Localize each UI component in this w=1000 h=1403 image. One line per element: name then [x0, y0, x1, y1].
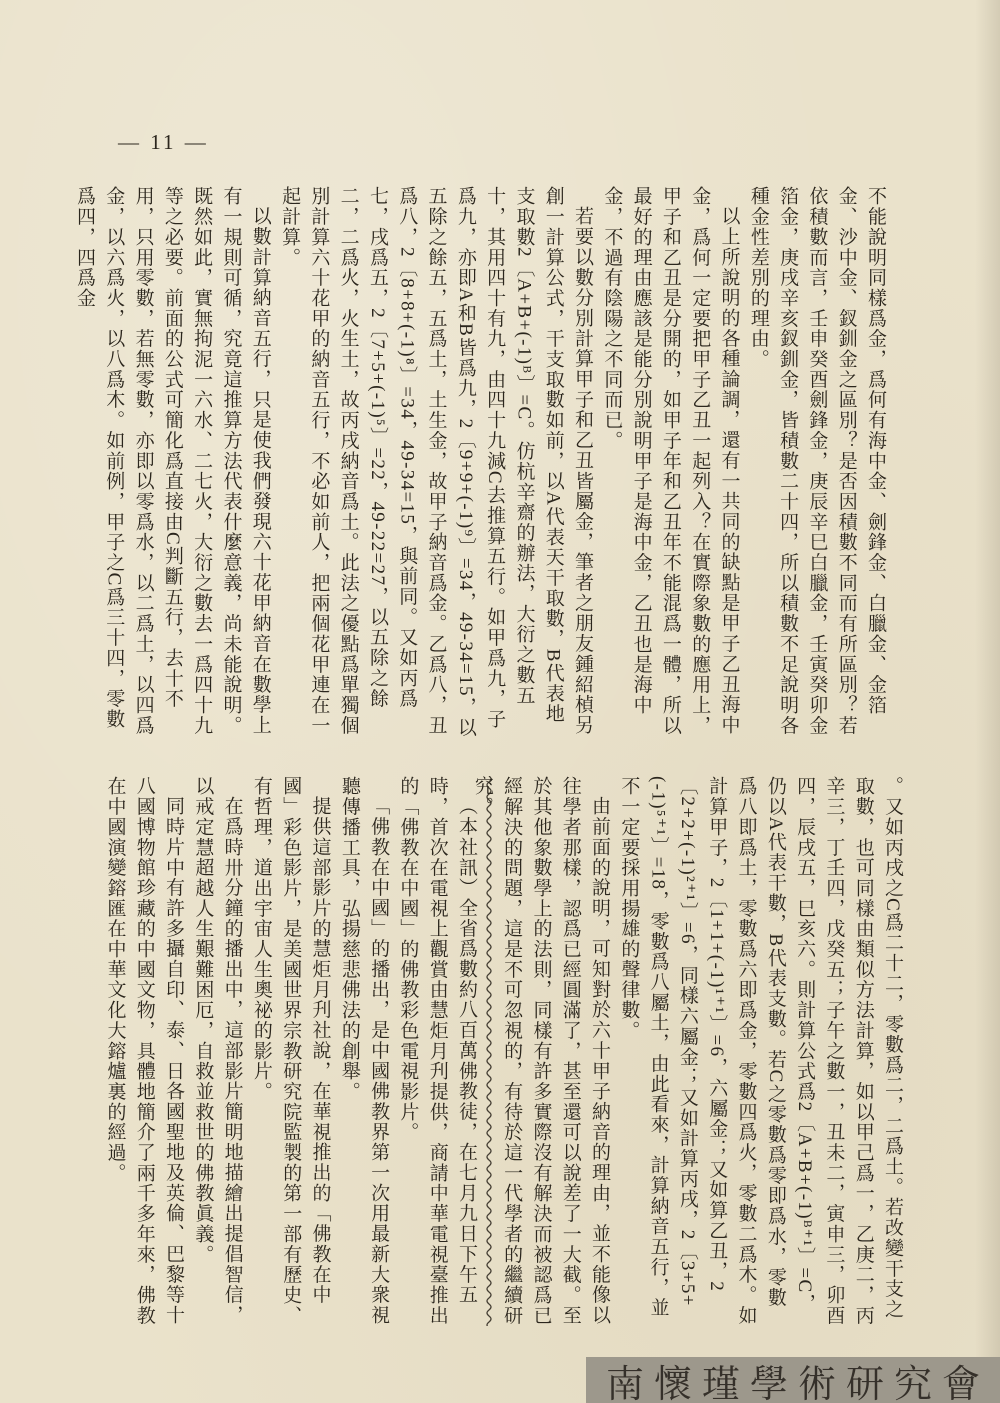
watermark [586, 1357, 1000, 1403]
page-number: — 11 — [118, 130, 209, 154]
paragraph: 以上所說明的各種論調，還有一共同的缺點是甲子乙丑海中金，爲何一定要把甲子乙丑一起列入？在實際象數的應用上，甲子和乙丑是分開的，如甲子年和乙丑年不能混爲一體，所以最好的理由應該是能分別說明甲子是海中金，乙丑也是海中金，不過有陰陽之不同而已。 [601, 186, 740, 736]
news-paragraph: 同時片中有許多攝自印、泰、日各國聖地及英倫、巴黎等十八國博物館珍藏的中國文物，具體地簡介了兩千多年來，佛教在中國演變鎔匯在中華文化大鎔爐裏的經過。 [104, 776, 185, 1326]
paragraph: 由前面的說明，可知對於六十甲子納音的理由，並不能像以往學者那樣，認爲已經圓滿了，甚至還可以說差了一大截。至於其他象數學上的法則，同樣有許多實際沒有解決而被認爲已經解決的問題，這是不可忽視的，有待於這一代學者的繼續研究。 [471, 776, 611, 1326]
news-paragraph: 在爲時卅分鐘的播出中，這部影片簡明地描繪出提倡智信，以戒定慧超越人生艱難困厄，自救並救世的佛教眞義。 [192, 776, 243, 1326]
upper-text-block [73, 186, 890, 738]
news-article-block [100, 776, 481, 1326]
lower-section [100, 776, 907, 1326]
paragraph: 以數計算納音五行，只是使我們發現六十花甲納音在數學上有一規則可循，究竟這推算方法代表什麼意義，尚未能說明。既然如此，實無拘泥一六水、二七火，大衍之數去一爲四十九等之必要。前面的公式可簡化爲直接由C判斷五行，去十不用，只用零數，若無零數，亦即以零爲水，以二爲土，以四爲金，以六爲火，以八爲木。如前例，甲子之C爲三十四，零數爲四，四爲金 [73, 186, 271, 736]
news-paragraph: 「佛教在中國」的播出，是中國佛教界第一次用最新大衆視聽傳播工具，弘揚慈悲佛法的創舉。 [338, 776, 390, 1326]
paragraph-continuation-from-previous-page: 不能說明同樣爲金，爲何有海中金、劍鋒金、白臘金、金箔金、沙中金、釵釧金之區別？是否因積數不同而有所區別？若依積數而言，壬申癸酉劍鋒金，庚辰辛巳白臘金，壬寅癸卯金箔金，庚戌辛亥釵釧金，皆積數二十四，所以積數不足說明各種金性差別的理由。 [747, 186, 886, 736]
news-paragraph-dateline: （本社訊）全省爲數約八百萬佛教徒，在七月九日下午五時，首次在電視上觀賞由慧炬月刋提供，商請中華電視臺推出的「佛教在中國」的佛教彩色電視影片。 [397, 776, 477, 1326]
paragraph-continuation: 。又如丙戌之C爲二十二，零數爲二，二爲土。若改變干支之取數，也可同樣由類似方法計算，如以甲己爲一，乙庚二，丙辛三，丁壬四，戊癸五；子午之數一，丑未二，寅申三，卯酉四，辰戌五，巳亥六。則計算公式爲2〔A+B+(-1)ᴮ⁺¹〕=C，仍以A代表干數，B代表支數。若C之零數爲零即爲水，零數爲八即爲土，零數爲六即爲金，零數四爲火，零數二爲木。如計算甲子，2〔1+1+(-1)¹⁺¹〕=6，六屬金；又如算乙丑，2〔2+2+(-1)²⁺¹〕=6，同樣六屬金；又如計算丙戌，2〔3+5+(-1)⁵⁺¹〕=18，零數爲八屬土，由此看來，計算納音五行，並不一定要採用揚雄的聲律數。 [618, 776, 903, 1326]
news-paragraph: 提供這部影片的慧炬月刋社說，在華視推出的「佛教在中國」彩色影片，是美國世界宗教研究院監製的第一部有歷史、有哲理，道出宇宙人生奧祕的影片。 [250, 776, 331, 1326]
paragraph: 若要以數分別計算甲子和乙丑皆屬金，筆者之朋友鍾紹楨另創一計算公式，干支取數如前，以A代表天干取數，B代表地支取數2〔A+B+(-1)ᴮ〕=C。仿杭辛齋的辦法，大衍之數五十，其用四十有九，由四十九減C去推算五行。如甲爲九，子爲九，亦即A和B皆爲九，2〔9+9+(-1)⁹〕=34，49-34=15，以五除之餘五，五爲土，土生金，故甲子納音爲金。乙爲八，丑爲八，2〔8+8+(-1)⁸〕=34，49-34=15，與前同。又如丙爲七，戌爲五，2〔7+5+(-1)⁵〕=22，49-22=27，以五除之餘二，二爲火，火生土，故丙戌納音爲土。此法之優點爲單獨個別計算六十花甲的納音五行，不必如前人，把兩個花甲連在一起計算。 [279, 186, 594, 738]
watermark-text: 南懷瑾學術研究會 [606, 1363, 991, 1403]
numerology-continuation-block [471, 776, 907, 1326]
